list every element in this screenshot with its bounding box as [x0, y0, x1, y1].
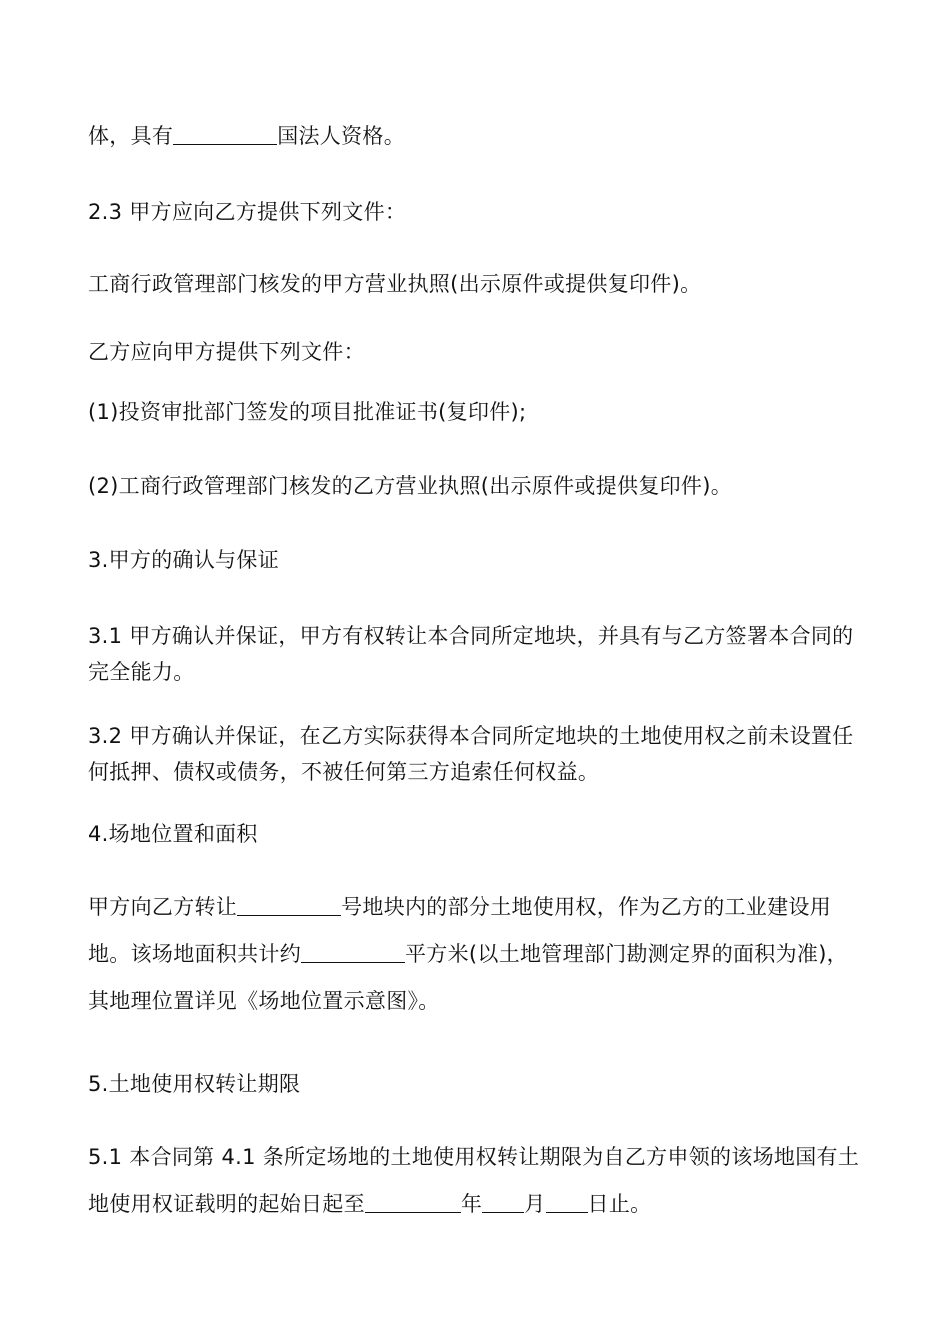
- section-4-heading: 4.场地位置和面积: [88, 822, 258, 846]
- text-segment: 国法人资格。: [277, 124, 406, 148]
- text-segment: 号地块内的部分土地使用权，作为乙方的工业建设用地。该场地面积共计约: [88, 895, 832, 966]
- clause-3-2: 3.2 甲方确认并保证，在乙方实际获得本合同所定地块的土地使用权之前未设置任何抵押、债权或债务，不被任何第三方追索任何权益。: [88, 724, 854, 784]
- fill-blank: [173, 122, 277, 145]
- paragraph-party-a-license: 工商行政管理部门核发的甲方营业执照(出示原件或提供复印件)。: [88, 272, 702, 296]
- paragraph-site-area: [88, 884, 868, 1025]
- section-3-heading: 3.甲方的确认与保证: [88, 548, 280, 572]
- fill-blank: [237, 893, 341, 916]
- text-segment: 月: [524, 1192, 546, 1216]
- text-segment: 平方米(以土地管理部门勘测定界的面积为准)，其地理位置详见《场地位置示意图》。: [88, 942, 848, 1013]
- paragraph-party-b-docs: 乙方应向甲方提供下列文件：: [88, 340, 365, 364]
- clause-2-3-heading: 2.3 甲方应向乙方提供下列文件：: [88, 200, 407, 224]
- fill-blank: [546, 1190, 588, 1213]
- text-segment: 体，具有: [88, 124, 174, 148]
- clause-3-1: 3.1 甲方确认并保证，甲方有权转让本合同所定地块，并具有与乙方签署本合同的完全能力。: [88, 624, 854, 684]
- text-segment: 日止。: [587, 1192, 652, 1216]
- text-segment: 5.1 本合同第 4.1 条所定场地的土地使用权转让期限为自乙方申领的该场地国有土地使用权证载明的起始日起至: [88, 1145, 860, 1216]
- fill-blank: [482, 1190, 524, 1213]
- list-item-2: (2)工商行政管理部门核发的乙方营业执照(出示原件或提供复印件)。: [88, 474, 733, 498]
- section-5-heading: 5.土地使用权转让期限: [88, 1072, 301, 1096]
- clause-5-1: [88, 1134, 868, 1228]
- fill-blank: [365, 1190, 461, 1213]
- list-item-1: (1)投资审批部门签发的项目批准证书(复印件);: [88, 400, 527, 424]
- text-segment: 年: [460, 1192, 483, 1216]
- paragraph-legal-status: [88, 118, 868, 154]
- text-segment: 甲方向乙方转让: [88, 895, 238, 919]
- fill-blank: [301, 940, 405, 963]
